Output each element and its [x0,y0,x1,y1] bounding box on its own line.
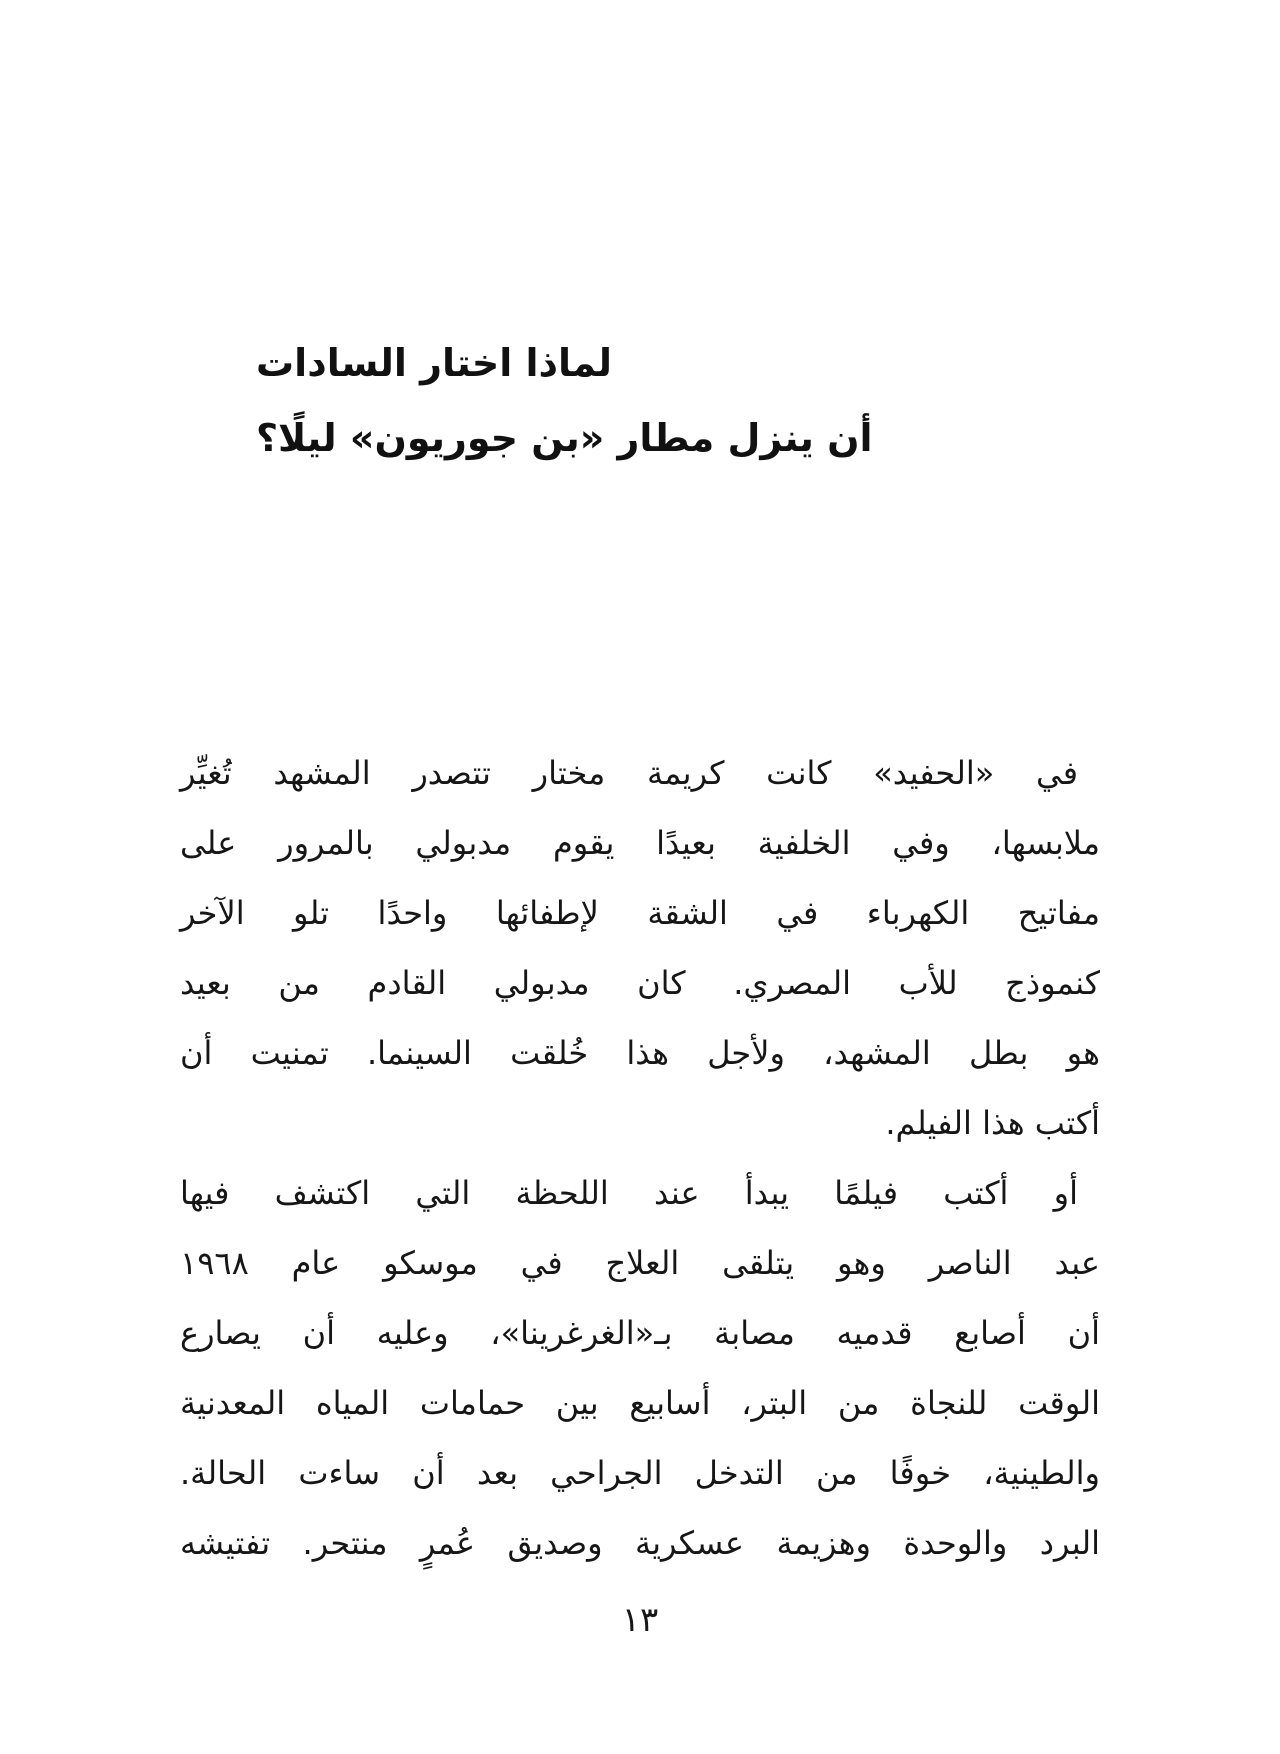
paragraph-line: الوقت للنجاة من البتر، أسابيع بين حمامات المياه المعدنية [180,1384,1100,1422]
paragraph-line: أو أكتب فيلمًا يبدأ عند اللحظة التي اكتشف فيها [180,1174,1078,1212]
paragraph-2 [180,1158,1100,1578]
paragraph-line: عبد الناصر وهو يتلقى العلاج في موسكو عام ١٩٦٨ [180,1244,1100,1282]
chapter-title [256,326,873,476]
paragraph-line: والطينية، خوفًا من التدخل الجراحي بعد أن ساءت الحالة. [180,1454,1100,1492]
chapter-title-line-2: أن ينزل مطار «بن جوريون» ليلًا؟ [256,416,873,460]
paragraph-line: كنموذج للأب المصري. كان مدبولي القادم من بعيد [180,964,1100,1002]
body-text [180,738,1100,1578]
chapter-title-line-1: لماذا اختار السادات [256,341,613,385]
paragraph-line: مفاتيح الكهرباء في الشقة لإطفائها واحدًا تلو الآخر [180,894,1100,932]
paragraph-line: البرد والوحدة وهزيمة عسكرية وصديق عُمرٍ منتحر. تفتيشه [180,1524,1100,1562]
paragraph-line: أكتب هذا الفيلم. [885,1104,1100,1142]
paragraph-line: هو بطل المشهد، ولأجل هذا خُلقت السينما. تمنيت أن [180,1034,1100,1072]
paragraph-1 [180,738,1100,1158]
paragraph-line: أن أصابع قدميه مصابة بـ«الغرغرينا»، وعليه أن يصارع [180,1314,1100,1352]
page-number: ١٣ [621,1600,659,1640]
paragraph-line: ملابسها، وفي الخلفية بعيدًا يقوم مدبولي بالمرور على [180,824,1100,862]
paragraph-line: في «الحفيد» كانت كريمة مختار تتصدر المشهد تُغيِّر [180,754,1078,792]
